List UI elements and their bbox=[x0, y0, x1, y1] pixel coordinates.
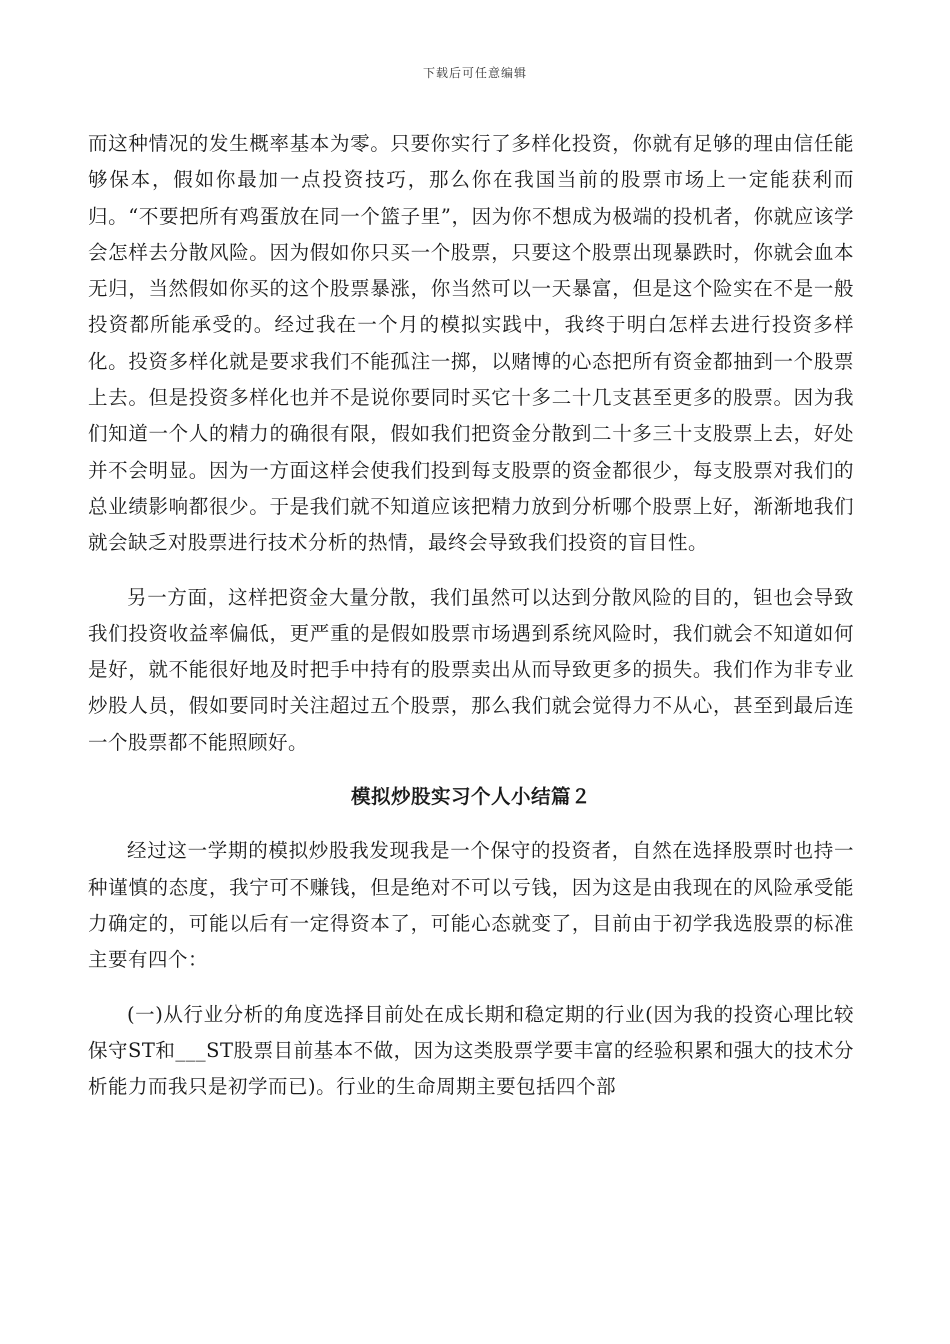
page-header-note: 下载后可任意编辑 bbox=[422, 66, 527, 80]
section-title: 模拟炒股实习个人小结篇２ bbox=[350, 785, 591, 809]
paragraph-4: (一)从行业分析的角度选择目前处在成长期和稳定期的行业(因为我的投资心理比较保守ST和___ST股票目前基本不做，因为这类股票学要丰富的经验积累和强大的技术分析能力而我只是初学而已)。行业的生命周期主要包括四个部 bbox=[88, 1002, 854, 1099]
paragraph-3: 经过这一学期的模拟炒股我发现我是一个保守的投资者，自然在选择股票时也持一种谨慎的态度，我宁可不赚钱，但是绝对不可以亏钱，因为这是由我现在的风险承受能力确定的，可能以后有一定得资本了，可能心态就变了，目前由于初学我选股票的标准主要有四个： bbox=[88, 839, 854, 972]
document-body bbox=[88, 126, 854, 1105]
paragraph-1: 而这种情况的发生概率基本为零。只要你实行了多样化投资，你就有足够的理由信任能够保本，假如你最加一点投资技巧，那么你在我国当前的股票市场上一定能获利而归。“不要把所有鸡蛋放在同一个篮子里”，因为你不想成为极端的投机者，你就应该学会怎样去分散风险。因为假如你只买一个股票，只要这个股票出现暴跌时，你就会血本无归，当然假如你买的这个股票暴涨，你当然可以一天暴富，但是这个险实在不是一般投资都所能承受的。经过我在一个月的模拟实践中，我终于明白怎样去进行投资多样化。投资多样化就是要求我们不能孤注一掷，以赌博的心态把所有资金都抽到一个股票上去。但是投资多样化也并不是说你要同时买它十多二十几支甚至更多的股票。因为我们知道一个人的精力的确很有限，假如我们把资金分散到二十多三十支股票上去，好处并不会明显。因为一方面这样会使我们投到每支股票的资金都很少，每支股票对我们的总业绩影响都很少。于是我们就不知道应该把精力放到分析哪个股票上好，渐渐地我们就会缺乏对股票进行技术分析的热情，最终会导致我们投资的盲目性。 bbox=[88, 132, 854, 555]
paragraph-2: 另一方面，这样把资金大量分散，我们虽然可以达到分散风险的目的，钽也会导致我们投资收益率偏低，更严重的是假如股票市场遇到系统风险时，我们就会不知道如何是好，就不能很好地及时把手中持有的股票卖出从而导致更多的损失。我们作为非专业炒股人员，假如要同时关注超过五个股票，那么我们就会觉得力不从心，甚至到最后连一个股票都不能照顾好。 bbox=[88, 585, 854, 754]
